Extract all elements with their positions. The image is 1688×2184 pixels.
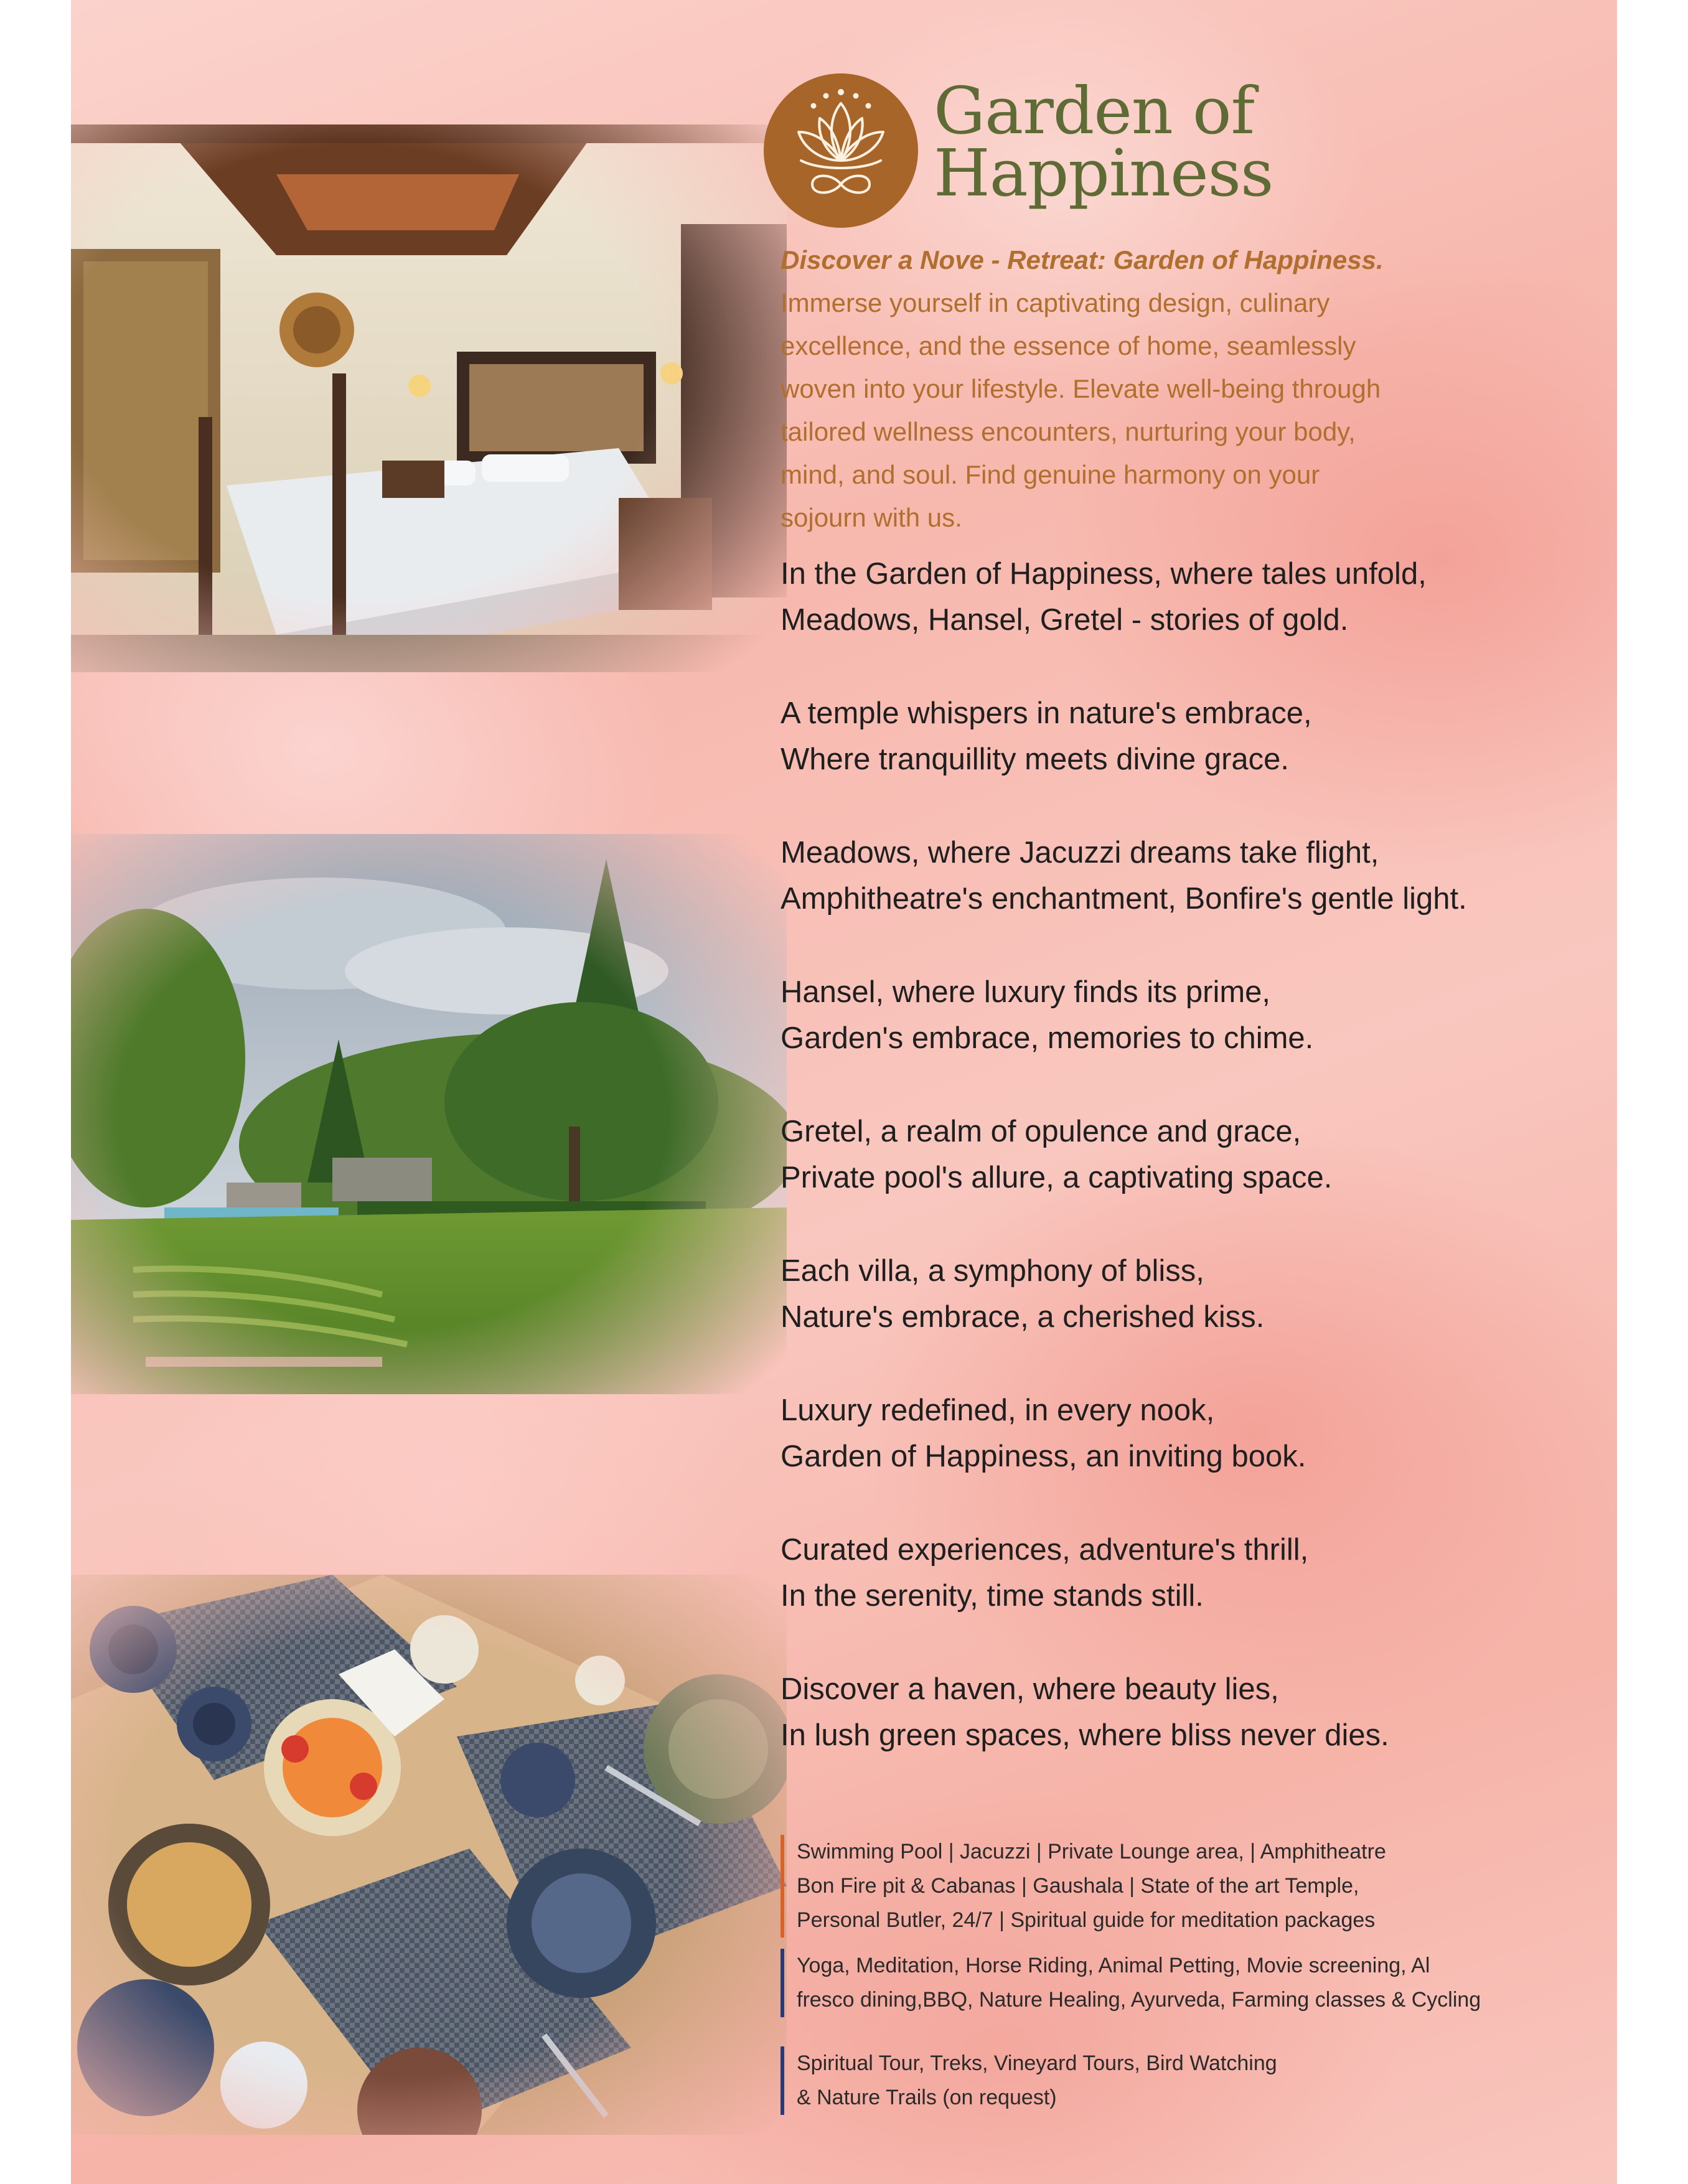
intro-line: sojourn with us. bbox=[781, 503, 962, 532]
poem-line: Garden of Happiness, an inviting book. bbox=[781, 1440, 1306, 1473]
brochure-page bbox=[71, 0, 1617, 2184]
poem-line: Discover a haven, where beauty lies, bbox=[781, 1672, 1279, 1706]
brand-name-line2: Happiness bbox=[934, 135, 1273, 211]
amenities-line: Personal Butler, 24/7 | Spiritual guide for meditation packages bbox=[797, 1908, 1376, 1932]
poem-stanza bbox=[781, 690, 1615, 782]
poem-line: Private pool's allure, a captivating space. bbox=[781, 1161, 1333, 1194]
amenities-facilities bbox=[781, 1835, 1606, 1938]
brand-name-line1: Garden of bbox=[934, 73, 1255, 149]
lotus-icon bbox=[764, 73, 918, 228]
poem-line: Where tranquillity meets divine grace. bbox=[781, 743, 1290, 776]
poem-stanza bbox=[781, 830, 1615, 922]
poem-stanza bbox=[781, 1666, 1615, 1758]
dining-photo bbox=[71, 1575, 787, 2135]
amenities-excursions bbox=[781, 2046, 1606, 2115]
poem-line: Each villa, a symphony of bliss, bbox=[781, 1254, 1204, 1288]
intro-line: mind, and soul. Find genuine harmony on your bbox=[781, 460, 1320, 489]
garden-photo bbox=[71, 834, 787, 1394]
amenities-activities bbox=[781, 1949, 1606, 2017]
amenities-line: Spiritual Tour, Treks, Vineyard Tours, Bird Watching bbox=[797, 2051, 1277, 2075]
poem-line: Amphitheatre's enchantment, Bonfire's gentle light. bbox=[781, 882, 1467, 916]
amenities-line: Swimming Pool | Jacuzzi | Private Lounge area, | Amphitheatre bbox=[797, 1840, 1386, 1863]
poem-line: Nature's embrace, a cherished kiss. bbox=[781, 1300, 1265, 1334]
poem-stanza bbox=[781, 1108, 1615, 1201]
intro-line: Immerse yourself in captivating design, culinary bbox=[781, 288, 1330, 317]
intro-line: tailored wellness encounters, nurturing your body, bbox=[781, 417, 1356, 446]
amenities-line: Yoga, Meditation, Horse Riding, Animal Petting, Movie screening, Al bbox=[797, 1954, 1430, 1977]
poem bbox=[781, 551, 1615, 1806]
poem-line: Meadows, where Jacuzzi dreams take flight, bbox=[781, 836, 1379, 869]
poem-line: Gretel, a realm of opulence and grace, bbox=[781, 1115, 1301, 1148]
poem-line: In the serenity, time stands still. bbox=[781, 1579, 1204, 1613]
intro-line: woven into your lifestyle. Elevate well-being through bbox=[781, 374, 1381, 403]
poem-line: In the Garden of Happiness, where tales unfold, bbox=[781, 557, 1427, 591]
amenities-line: & Nature Trails (on request) bbox=[797, 2086, 1057, 2109]
brand-logo bbox=[764, 73, 918, 228]
poem-stanza bbox=[781, 1387, 1615, 1479]
intro-headline: Discover a Nove - Retreat: Garden of Happiness. bbox=[781, 245, 1384, 274]
poem-line: In lush green spaces, where bliss never dies. bbox=[781, 1718, 1389, 1752]
poem-stanza bbox=[781, 1248, 1615, 1340]
amenities-line: Bon Fire pit & Cabanas | Gaushala | State of the art Temple, bbox=[797, 1874, 1359, 1898]
brand-name bbox=[934, 73, 1369, 211]
poem-stanza bbox=[781, 969, 1615, 1061]
intro-line: excellence, and the essence of home, seamlessly bbox=[781, 331, 1356, 360]
poem-line: Garden's embrace, memories to chime. bbox=[781, 1021, 1314, 1055]
poem-line: Meadows, Hansel, Gretel - stories of gold. bbox=[781, 603, 1349, 637]
poem-line: Curated experiences, adventure's thrill, bbox=[781, 1533, 1309, 1567]
poem-line: Hansel, where luxury finds its prime, bbox=[781, 975, 1271, 1009]
intro-paragraph bbox=[781, 238, 1546, 539]
poem-line: A temple whispers in nature's embrace, bbox=[781, 696, 1312, 730]
poem-stanza bbox=[781, 1527, 1615, 1619]
poem-stanza bbox=[781, 551, 1615, 643]
amenities-line: fresco dining,BBQ, Nature Healing, Ayurveda, Farming classes & Cycling bbox=[797, 1988, 1481, 2012]
poem-line: Luxury redefined, in every nook, bbox=[781, 1394, 1215, 1427]
bedroom-photo bbox=[71, 124, 787, 672]
